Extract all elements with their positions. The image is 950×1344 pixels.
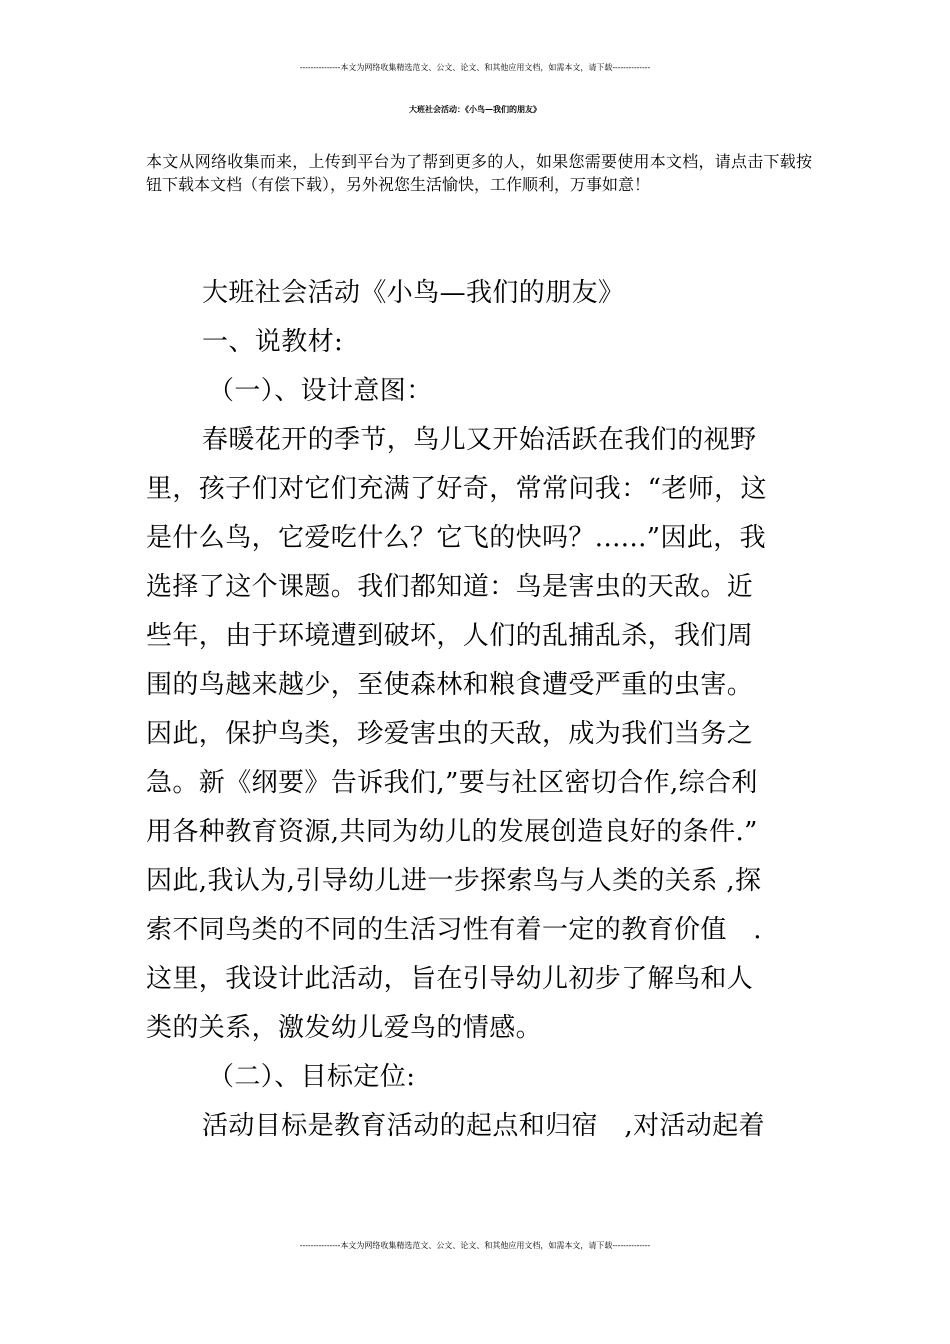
section-heading: 一、说教材: [202, 327, 344, 357]
intro-paragraph: 本文从网络收集而来，上传到平台为了帮到更多的人，如果您需要使用本文档，请点击下载按钮下载本文档（有偿下载），另外祝您生活愉快，工作顺利，万事如意！ [146, 152, 812, 194]
paragraph-line: 选择了这个课题。我们都知道：鸟是害虫的天敌。近 [146, 572, 754, 602]
paragraph-line: 春暖花开的季节，鸟儿又开始活跃在我们的视野 [202, 425, 757, 455]
paragraph-line: 活动目标是教育活动的起点和归宿 ,对活动起着 [202, 1111, 766, 1141]
header-banner: ---------------本文为网络收集精选范文、公文、论文、和其他应用文档，如需本文，请下载-------------- [299, 63, 651, 72]
section-heading: 大班社会活动《小鸟—我们的朋友》 [202, 278, 625, 308]
footer-banner: ---------------本文为网络收集精选范文、公文、论文、和其他应用文档，如需本文，请下载-------------- [299, 1241, 651, 1250]
paragraph-line: 索不同鸟类的不同的生活习性有着一定的教育价值 . [146, 915, 762, 945]
document-title: 大班社会活动：《小鸟—我们的朋友》 [409, 104, 541, 114]
subsection-heading: （二）、目标定位: [208, 1062, 416, 1092]
paragraph-line: 围的鸟越来越少，至使森林和粮食遭受严重的虫害。 [146, 670, 754, 700]
paragraph-line: 因此,我认为,引导幼儿进一步探索鸟与人类的关系 ,探 [146, 866, 762, 896]
paragraph-line: 里，孩子们对它们充满了好奇，常常问我：“老师，这 [146, 474, 767, 504]
paragraph-line: 类的关系，激发幼儿爱鸟的情感。 [146, 1013, 543, 1043]
paragraph-line: 是什么鸟，它爱吃什么？它飞的快吗？......”因此，我 [146, 523, 767, 553]
subsection-heading: （一）、设计意图： [208, 376, 433, 406]
paragraph-line: 用各种教育资源,共同为幼儿的发展创造良好的条件.” [146, 817, 758, 847]
paragraph-line: 因此，保护鸟类，珍爱害虫的天敌，成为我们当务之 [146, 719, 754, 749]
body-text [146, 269, 806, 1151]
paragraph-line: 这里，我设计此活动，旨在引导幼儿初步了解鸟和人 [146, 964, 754, 994]
paragraph-line: 些年，由于环境遭到破坏，人们的乱捕乱杀，我们周 [146, 621, 754, 651]
paragraph-line: 急。新《纲要》告诉我们,”要与社区密切合作,综合利 [146, 768, 758, 798]
